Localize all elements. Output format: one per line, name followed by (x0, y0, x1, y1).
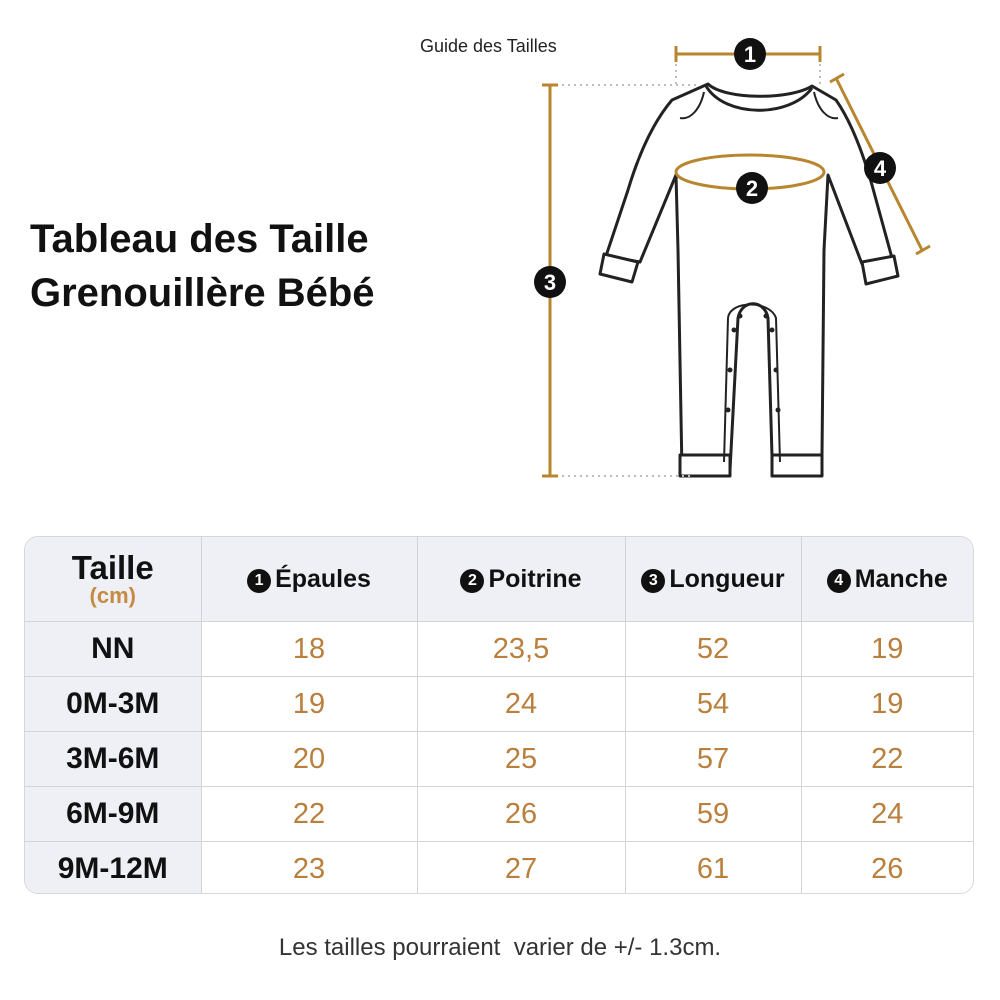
column-header-shoulders (201, 537, 417, 622)
size-guide-label: Guide des Tailles (420, 36, 557, 56)
marker-1 (734, 38, 766, 70)
column-header-length (625, 537, 801, 622)
svg-text:1: 1 (743, 42, 757, 67)
svg-text:3: 3 (543, 270, 557, 295)
title-line-1: Tableau des Taille (30, 217, 369, 261)
cell-value: 61 (625, 842, 801, 895)
size-unit-label: (cm) (89, 583, 136, 608)
column-header-chest (417, 537, 625, 622)
table-row (25, 842, 973, 895)
cell-value: 19 (201, 677, 417, 732)
cell-value: 23 (201, 842, 417, 895)
row-size-label: 6M-9M (25, 787, 201, 842)
row-size-label: NN (25, 622, 201, 677)
column-header-sleeve (801, 537, 973, 622)
number-badge: 3 (641, 569, 665, 593)
size-tolerance-note: Les tailles pourraient varier de +/- 1.3cm. (278, 934, 722, 961)
cell-value: 24 (801, 787, 973, 842)
page-title (30, 212, 375, 320)
cell-value: 23,5 (417, 622, 625, 677)
number-badge: 2 (460, 569, 484, 593)
row-size-label: 0M-3M (25, 677, 201, 732)
cell-value: 52 (625, 622, 801, 677)
table-header-row (25, 537, 973, 622)
table-row (25, 622, 973, 677)
svg-text:4: 4 (873, 156, 887, 181)
column-label: Manche (854, 564, 948, 593)
cell-value: 26 (801, 842, 973, 895)
number-badge: 1 (247, 569, 271, 593)
size-column-header (25, 537, 201, 622)
marker-3 (534, 266, 566, 298)
number-badge: 4 (827, 569, 851, 593)
marker-4 (864, 152, 896, 184)
column-label: Poitrine (488, 564, 582, 593)
table-row (25, 732, 973, 787)
row-size-label: 9M-12M (25, 842, 201, 895)
cell-value: 18 (201, 622, 417, 677)
cell-value: 22 (801, 732, 973, 787)
size-header-label: Taille (71, 549, 154, 586)
column-label: Longueur (669, 564, 785, 593)
cell-value: 24 (417, 677, 625, 732)
title-line-2: Grenouillère Bébé (30, 271, 375, 315)
cell-value: 25 (417, 732, 625, 787)
cell-value: 19 (801, 677, 973, 732)
marker-2 (736, 172, 768, 204)
romper-outline (600, 84, 898, 476)
cell-value: 54 (625, 677, 801, 732)
column-label: Épaules (275, 564, 371, 593)
row-size-label: 3M-6M (25, 732, 201, 787)
cell-value: 19 (801, 622, 973, 677)
svg-text:2: 2 (745, 176, 759, 201)
cell-value: 26 (417, 787, 625, 842)
cell-value: 57 (625, 732, 801, 787)
cell-value: 22 (201, 787, 417, 842)
cell-value: 27 (417, 842, 625, 895)
table-row (25, 787, 973, 842)
table-row (25, 677, 973, 732)
size-chart-table (24, 536, 974, 894)
cell-value: 20 (201, 732, 417, 787)
cell-value: 59 (625, 787, 801, 842)
